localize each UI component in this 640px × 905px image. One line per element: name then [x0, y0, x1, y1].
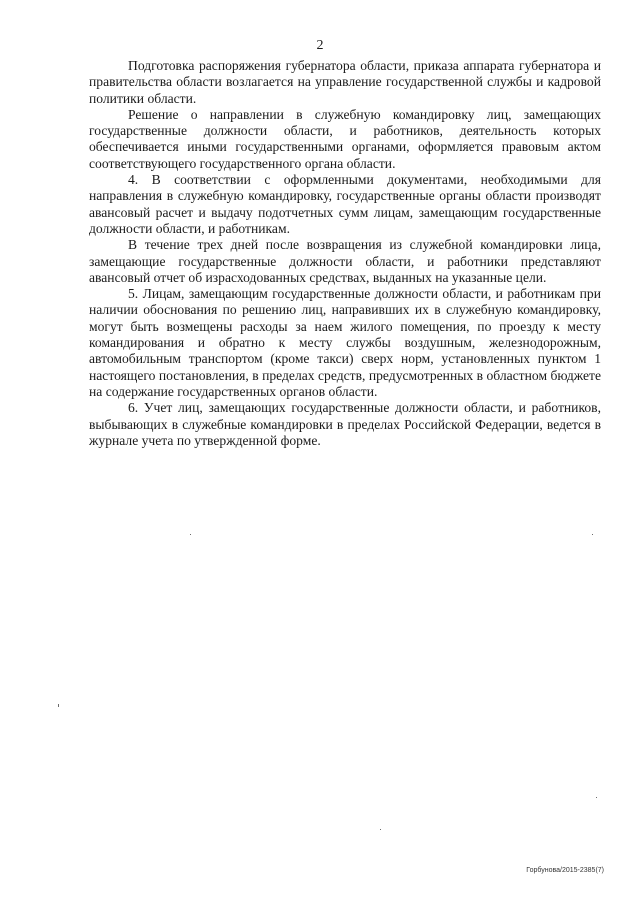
scan-speck	[58, 704, 59, 707]
scan-speck	[596, 797, 597, 798]
scan-speck	[380, 829, 381, 830]
document-body	[89, 58, 601, 449]
paragraph-item-5-expenses: 5. Лицам, замещающим государственные должности области, и работникам при наличии обоснования по решению лиц, направивших их в служебную командировку, могут быть возмещены расходы за наем жилого помещения, по проезду к месту командирования и обратно к месту службы воздушным, железнодорожным, автомобильным транспортом (кроме такси) сверх норм, установленных пунктом 1 настоящего постановления, в пределах средств, предусмотренных в областном бюджете на содержание государственных органов области.	[89, 286, 601, 399]
paragraph-advance-report: В течение трех дней после возвращения из служебной командировки лица, замещающие государственные должности области, и работники представляют авансовый отчет об израсходованных средствах, выданных на указанные цели.	[89, 237, 601, 285]
document-footer-code: Горбунова/2015-2385(7)	[526, 867, 604, 874]
paragraph-decree-preparation: Подготовка распоряжения губернатора области, приказа аппарата губернатора и правительства области возлагается на управление государственной службы и кадровой политики области.	[89, 58, 601, 106]
scan-speck	[592, 534, 593, 535]
paragraph-item-4-advance: 4. В соответствии с оформленными документами, необходимыми для направления в служебную командировку, государственные органы области производят авансовый расчет и выдачу подотчетных сумм лицам, замещающим государственные должности области, и работникам.	[89, 172, 601, 236]
paragraph-item-6-registry: 6. Учет лиц, замещающих государственные должности области, и работников, выбывающих в служебные командировки в пределах Российской Федерации, ведется в журнале учета по утвержденной форме.	[89, 400, 601, 448]
paragraph-legal-act: Решение о направлении в служебную командировку лиц, замещающих государственные должности области, и работников, деятельность которых обеспечивается иными государственными органами, оформляется правовым актом соответствующего государственного органа области.	[89, 106, 601, 171]
page-number: 2	[316, 38, 324, 53]
scan-speck	[190, 534, 191, 535]
